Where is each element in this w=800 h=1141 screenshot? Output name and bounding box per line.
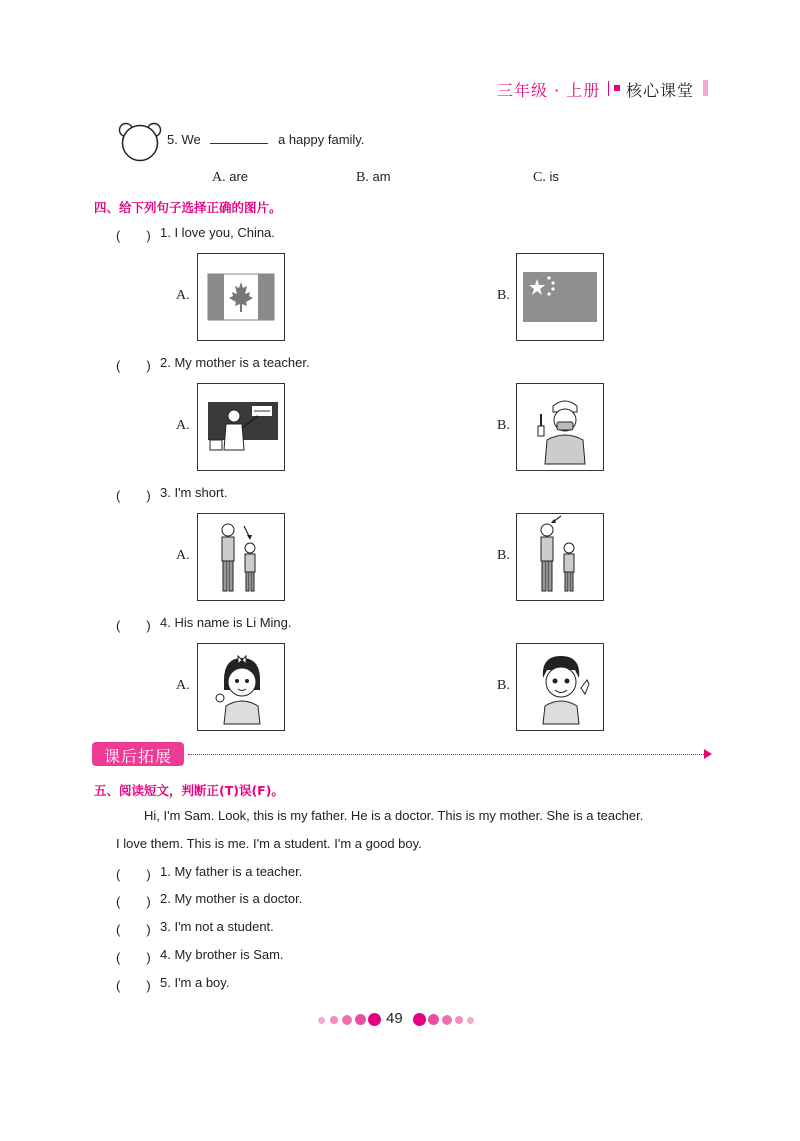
footer-dot — [455, 1016, 463, 1024]
s5-q2-text: 2. My mother is a doctor. — [160, 891, 303, 906]
s5-q5-text: 5. I'm a boy. — [160, 975, 230, 990]
s4-q1-option-b-label[interactable]: B. — [497, 288, 510, 303]
girl-picture[interactable] — [197, 643, 285, 731]
s4-q1-option-a-label[interactable]: A. — [176, 288, 190, 303]
canada-flag-picture[interactable] — [197, 253, 285, 341]
footer-dot — [368, 1013, 381, 1026]
q5-option-a-letter: A. — [212, 170, 226, 185]
header-divider — [608, 81, 609, 96]
header-square-icon — [614, 85, 620, 91]
s4-q1-text: 1. I love you, China. — [160, 225, 275, 240]
passage-line-1: Hi, I'm Sam. Look, this is my father. He is a doctor. This is my mother. She is a teacher. — [144, 808, 644, 823]
teacher-picture[interactable] — [197, 383, 285, 471]
book-level-label: 三年级 · 上册 — [497, 81, 601, 100]
s4-q4-answer-paren[interactable]: ( ) — [116, 618, 151, 633]
footer-dot — [330, 1016, 338, 1024]
q5-option-c-text: is — [549, 169, 559, 184]
s4-q2-option-b-label[interactable]: B. — [497, 418, 510, 433]
extension-badge — [92, 742, 184, 766]
section5-title: 五、阅读短文，判断正(T)误(F)。 — [94, 783, 284, 798]
q5-blank[interactable] — [210, 133, 268, 144]
bear-face-icon — [116, 120, 164, 162]
s5-q2-answer-paren[interactable]: ( ) — [116, 894, 151, 909]
s4-q3-text: 3. I'm short. — [160, 485, 228, 500]
footer-dot — [342, 1015, 352, 1025]
s4-q2-text: 2. My mother is a teacher. — [160, 355, 310, 370]
page-number: 49 — [386, 1010, 403, 1027]
q5-option-b-text: am — [372, 169, 391, 184]
s5-q1-answer-paren[interactable]: ( ) — [116, 867, 151, 882]
q5-option-c-letter: C. — [533, 170, 546, 185]
section4-title: 四、给下列句子选择正确的图片。 — [94, 200, 282, 215]
s4-q2-option-a-label[interactable]: A. — [176, 418, 190, 433]
doctor-picture[interactable] — [516, 383, 604, 471]
boy-picture[interactable] — [516, 643, 604, 731]
q5-option-b-letter: B. — [356, 170, 369, 185]
s5-q3-text: 3. I'm not a student. — [160, 919, 274, 934]
header-accent-bar — [703, 80, 708, 96]
q5-option-b[interactable] — [356, 169, 391, 186]
footer-dot — [428, 1014, 439, 1025]
s4-q3-option-a-label[interactable]: A. — [176, 548, 190, 563]
s4-q4-option-a-label[interactable]: A. — [176, 678, 190, 693]
s5-q5-answer-paren[interactable]: ( ) — [116, 978, 151, 993]
footer-dot — [467, 1017, 474, 1024]
s5-q3-answer-paren[interactable]: ( ) — [116, 922, 151, 937]
s4-q1-answer-paren[interactable]: ( ) — [116, 228, 151, 243]
q5-option-a-text: are — [229, 169, 249, 184]
passage-line-2: I love them. This is me. I'm a student. I'm a good boy. — [116, 836, 422, 851]
s4-q3-answer-paren[interactable]: ( ) — [116, 488, 151, 503]
q5-option-c[interactable] — [533, 169, 559, 186]
s5-q4-text: 4. My brother is Sam. — [160, 947, 284, 962]
s5-q4-answer-paren[interactable]: ( ) — [116, 950, 151, 965]
s4-q3-option-b-label[interactable]: B. — [497, 548, 510, 563]
footer-dot — [318, 1017, 325, 1024]
footer-dot — [355, 1014, 366, 1025]
q5-question — [167, 132, 364, 147]
footer-dot — [442, 1015, 452, 1025]
s4-q4-text: 4. His name is Li Ming. — [160, 615, 292, 630]
q5-option-a[interactable] — [212, 169, 248, 186]
tall-and-short-arrow-on-short-picture[interactable] — [197, 513, 285, 601]
arrow-right-icon — [704, 749, 712, 759]
section-label: 核心课堂 — [626, 81, 695, 100]
tall-and-short-arrow-on-tall-picture[interactable] — [516, 513, 604, 601]
extension-dotted-divider — [188, 754, 706, 755]
q5-text-after: a happy family. — [277, 132, 365, 147]
q5-number: 5. — [167, 132, 178, 147]
s5-q1-text: 1. My father is a teacher. — [160, 864, 303, 879]
s4-q2-answer-paren[interactable]: ( ) — [116, 358, 151, 373]
extension-badge-label: 课后拓展 — [103, 747, 172, 766]
s4-q4-option-b-label[interactable]: B. — [497, 678, 510, 693]
q5-text-before: We — [181, 132, 201, 147]
footer-dot — [413, 1013, 426, 1026]
china-flag-picture[interactable] — [516, 253, 604, 341]
